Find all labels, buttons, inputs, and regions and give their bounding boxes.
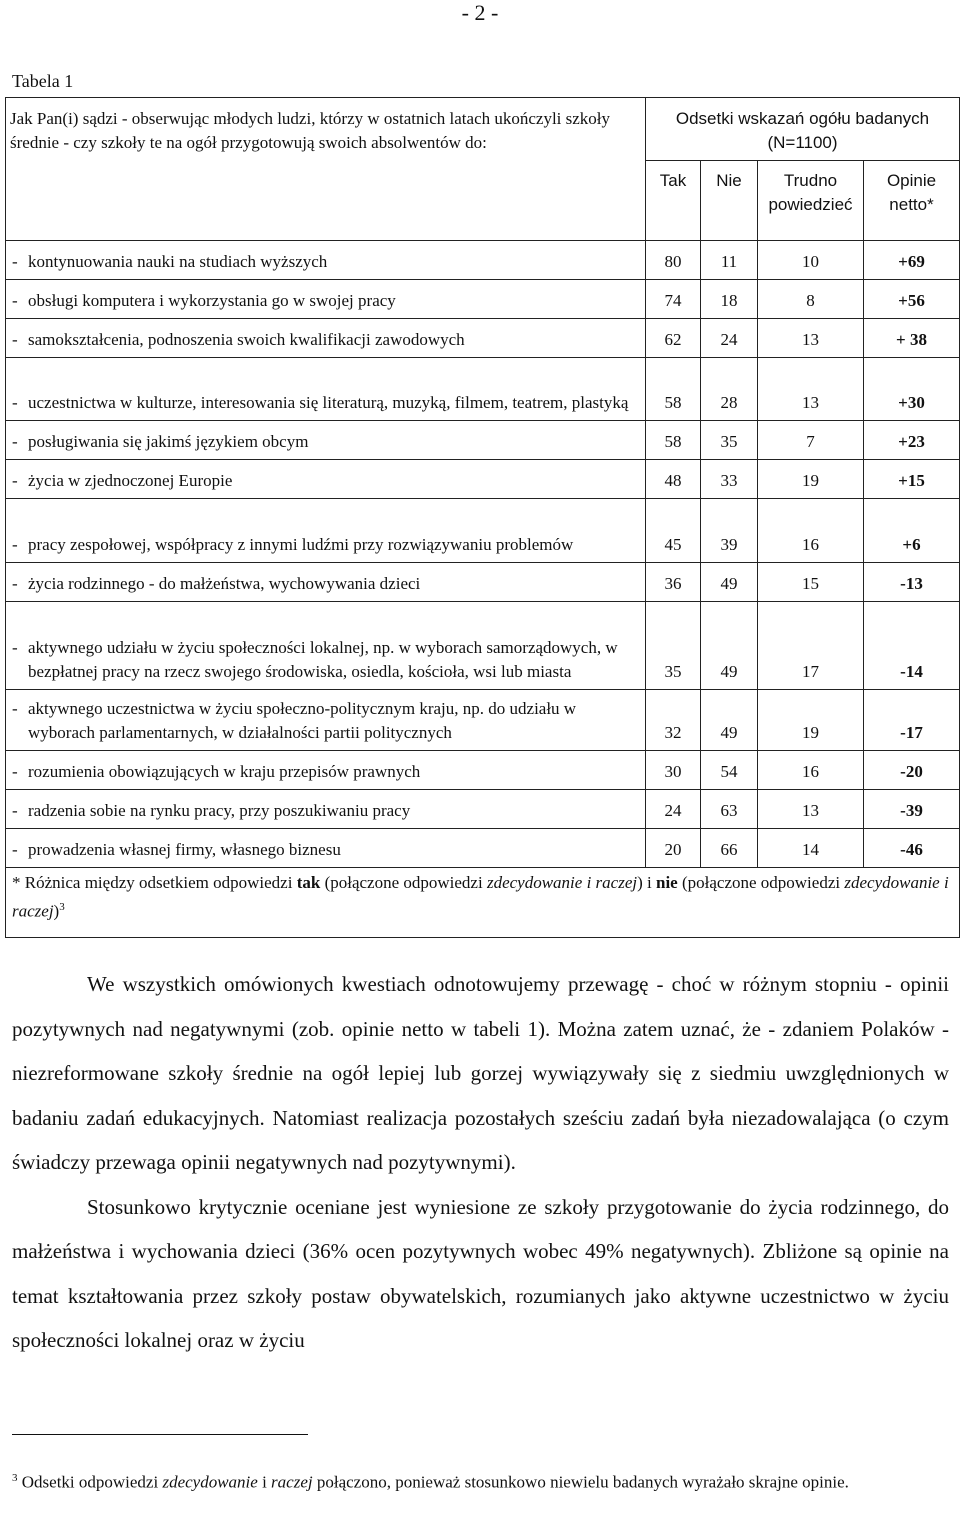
row-dash: - <box>12 840 18 859</box>
cell-netto: -20 <box>864 751 960 790</box>
col-header-tak: Tak <box>646 161 701 241</box>
table-footnote-text: (połączone odpowiedzi <box>677 873 845 892</box>
table-row <box>6 790 960 829</box>
footnote-reference: 3 <box>59 901 65 913</box>
table-row <box>6 460 960 499</box>
cell-tak: 30 <box>646 751 701 790</box>
row-dash: - <box>12 574 18 593</box>
page-footnote-text: Odsetki odpowiedzi <box>17 1472 163 1492</box>
cell-tak: 45 <box>646 499 701 563</box>
row-label: pracy zespołowej, współpracy z innymi ludźmi przy rozwiązywaniu problemów <box>28 535 574 554</box>
table-footnote-text: ) i <box>637 873 656 892</box>
col-header-trudno <box>758 161 864 241</box>
cell-trudno: 7 <box>758 421 864 460</box>
cell-nie: 28 <box>701 358 758 421</box>
cell-trudno: 13 <box>758 319 864 358</box>
cell-tak: 58 <box>646 421 701 460</box>
table-row <box>6 690 960 751</box>
cell-nie: 24 <box>701 319 758 358</box>
table-row <box>6 280 960 319</box>
row-label: samokształcenia, podnoszenia swoich kwalifikacji zawodowych <box>28 330 465 349</box>
row-label: obsługi komputera i wykorzystania go w swojej pracy <box>28 291 396 310</box>
survey-table <box>5 97 960 938</box>
body-text <box>12 962 949 1363</box>
question-text: Jak Pan(i) sądzi - obserwując młodych ludzi, którzy w ostatnich latach ukończyli szkoły średnie - czy szkoły te na ogół przygotowują swoich absolwentów do: <box>10 109 611 152</box>
table-row <box>6 602 960 690</box>
table-footnote-bold: tak <box>296 873 321 892</box>
table-footnote-text: (połączone odpowiedzi <box>320 873 487 892</box>
row-label: uczestnictwa w kulturze, interesowania się literaturą, muzyką, filmem, teatrem, plastyką <box>28 393 629 412</box>
page-footnote-text: połączono, ponieważ stosunkowo niewielu badanych wyrażało skrajne opinie. <box>312 1472 849 1492</box>
cell-trudno: 14 <box>758 829 864 868</box>
cell-tak: 80 <box>646 241 701 280</box>
col-header-nie: Nie <box>701 161 758 241</box>
row-dash: - <box>12 330 18 349</box>
cell-nie: 35 <box>701 421 758 460</box>
table-footnote-text: * Różnica między odsetkiem odpowiedzi <box>12 873 297 892</box>
cell-netto: +69 <box>864 241 960 280</box>
row-label: prowadzenia własnej firmy, własnego biznesu <box>28 840 341 859</box>
page-footnote <box>12 1466 949 1495</box>
cell-trudno: 8 <box>758 280 864 319</box>
table-footnote-text: ) <box>53 901 60 921</box>
cell-netto: -39 <box>864 790 960 829</box>
table-row <box>6 499 960 563</box>
cell-tak: 48 <box>646 460 701 499</box>
page-footnote-text: i <box>257 1472 272 1492</box>
cell-tak: 20 <box>646 829 701 868</box>
row-label: rozumienia obowiązujących w kraju przepisów prawnych <box>28 762 421 781</box>
cell-tak: 36 <box>646 563 701 602</box>
col-header-opinie-line2: netto* <box>889 195 934 214</box>
cell-trudno: 17 <box>758 602 864 690</box>
cell-nie: 39 <box>701 499 758 563</box>
group-header <box>646 98 960 161</box>
cell-netto: +23 <box>864 421 960 460</box>
cell-tak: 58 <box>646 358 701 421</box>
table-row <box>6 241 960 280</box>
table-row <box>6 829 960 868</box>
cell-nie: 33 <box>701 460 758 499</box>
cell-tak: 35 <box>646 602 701 690</box>
page-footnote-italic: raczej <box>271 1472 313 1492</box>
cell-netto: +56 <box>864 280 960 319</box>
row-dash: - <box>12 471 18 490</box>
table-footnote-italic: zdecydowanie i raczej <box>486 873 638 892</box>
cell-netto: -17 <box>864 690 960 751</box>
row-dash: - <box>12 432 18 451</box>
row-dash: - <box>12 535 18 554</box>
cell-trudno: 16 <box>758 499 864 563</box>
question-cell <box>6 98 646 241</box>
cell-tak: 32 <box>646 690 701 751</box>
group-header-title: Odsetki wskazań ogółu badanych <box>675 109 930 128</box>
table-row <box>6 421 960 460</box>
table-footnote-bold: nie <box>655 873 678 892</box>
cell-trudno: 13 <box>758 790 864 829</box>
row-label: posługiwania się jakimś językiem obcym <box>28 432 309 451</box>
cell-netto: +15 <box>864 460 960 499</box>
cell-trudno: 19 <box>758 690 864 751</box>
row-dash: - <box>12 762 18 781</box>
cell-nie: 49 <box>701 690 758 751</box>
row-label: życia w zjednoczonej Europie <box>28 471 233 490</box>
cell-tak: 74 <box>646 280 701 319</box>
cell-nie: 63 <box>701 790 758 829</box>
col-header-opinie <box>864 161 960 241</box>
col-header-trudno-line2: powiedzieć <box>768 195 853 214</box>
cell-nie: 11 <box>701 241 758 280</box>
cell-trudno: 13 <box>758 358 864 421</box>
cell-nie: 49 <box>701 602 758 690</box>
cell-nie: 54 <box>701 751 758 790</box>
row-label: aktywnego uczestnictwa w życiu społeczno-politycznym kraju, np. do udziału w wyborach parlamentarnych, w działalności partii politycznych <box>28 699 577 742</box>
cell-netto: -14 <box>864 602 960 690</box>
row-dash: - <box>12 801 18 820</box>
cell-trudno: 16 <box>758 751 864 790</box>
cell-tak: 62 <box>646 319 701 358</box>
cell-netto: +6 <box>864 499 960 563</box>
col-header-trudno-line1: Trudno <box>783 171 838 190</box>
footnote-separator <box>12 1434 308 1435</box>
footnote-number: 3 <box>12 1472 18 1484</box>
cell-nie: 18 <box>701 280 758 319</box>
row-dash: - <box>12 699 18 718</box>
page-footnote-italic: zdecydowanie <box>162 1472 258 1492</box>
row-dash: - <box>12 291 18 310</box>
table-row <box>6 358 960 421</box>
row-label: radzenia sobie na rynku pracy, przy poszukiwaniu pracy <box>28 801 411 820</box>
cell-netto: -46 <box>864 829 960 868</box>
cell-nie: 66 <box>701 829 758 868</box>
table-row <box>6 751 960 790</box>
table-row <box>6 563 960 602</box>
paragraph: Stosunkowo krytycznie oceniane jest wyniesione ze szkoły przygotowanie do życia rodzinnego, do małżeństwa i wychowania dzieci (36% ocen pozytywnych wobec 49% negatywnych). Zbliżone są opinie na temat kształtowania przez szkoły postaw obywatelskich, rozumianych jako aktywne uczestnictwo w życiu społeczności lokalnej oraz w życiu <box>12 1194 949 1352</box>
cell-netto: -13 <box>864 563 960 602</box>
cell-trudno: 15 <box>758 563 864 602</box>
col-header-opinie-line1: Opinie <box>886 171 937 190</box>
paragraph: We wszystkich omówionych kwestiach odnotowujemy przewagę - choć w różnym stopniu - opinii pozytywnych nad negatywnymi (zob. opinie netto w tabeli 1). Można zatem uznać, że - zdaniem Polaków - niezreformowane szkoły średnie na ogół lepiej lub gorzej wywiązywały się z siedmiu uwzględnionych w badaniu zadań edukacyjnych. Natomiast realizacja pozostałych sześciu zadań była niezadowalająca (o czym świadczy przewaga opinii negatywnych nad pozytywnymi). <box>12 972 949 1174</box>
row-dash: - <box>12 252 18 271</box>
table-footnote <box>6 868 960 938</box>
cell-netto: +30 <box>864 358 960 421</box>
row-label: życia rodzinnego - do małżeństwa, wychowywania dzieci <box>28 574 421 593</box>
row-label: kontynuowania nauki na studiach wyższych <box>28 252 328 271</box>
table-footnote-italic: zdecydowanie i raczej <box>12 873 949 921</box>
cell-nie: 49 <box>701 563 758 602</box>
cell-trudno: 19 <box>758 460 864 499</box>
group-header-n: (N=1100) <box>767 133 838 152</box>
cell-tak: 24 <box>646 790 701 829</box>
row-dash: - <box>12 393 18 412</box>
page-number: - 2 - <box>461 0 499 25</box>
table-row <box>6 319 960 358</box>
table-caption: Tabela 1 <box>12 71 74 91</box>
row-label: aktywnego udziału w życiu społeczności lokalnej, np. w wyborach samorządowych, w bezpłatnej pracy na rzecz swojego środowiska, osiedla, kościoła, wsi lub miasta <box>28 638 618 681</box>
cell-netto: + 38 <box>864 319 960 358</box>
cell-trudno: 10 <box>758 241 864 280</box>
row-dash: - <box>12 638 18 657</box>
